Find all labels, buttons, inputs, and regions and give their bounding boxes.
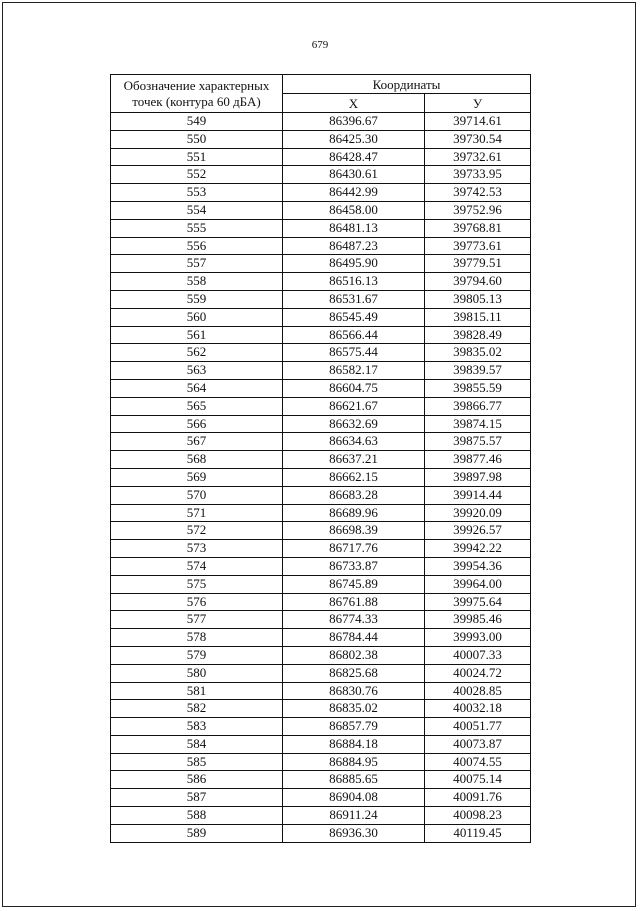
x-cell: 86575.44: [283, 344, 425, 362]
x-cell: 86621.67: [283, 397, 425, 415]
point-cell: 584: [111, 735, 283, 753]
table-row: [111, 522, 531, 540]
x-cell: 86830.76: [283, 682, 425, 700]
x-cell: 86904.08: [283, 789, 425, 807]
x-cell: 86884.18: [283, 735, 425, 753]
y-cell: 39815.11: [425, 308, 531, 326]
table-body: [111, 113, 531, 843]
y-cell: 39874.15: [425, 415, 531, 433]
point-cell: 567: [111, 433, 283, 451]
y-cell: 39742.53: [425, 184, 531, 202]
x-cell: 86632.69: [283, 415, 425, 433]
point-cell: 579: [111, 646, 283, 664]
y-cell: 39835.02: [425, 344, 531, 362]
point-cell: 572: [111, 522, 283, 540]
y-cell: 39773.61: [425, 237, 531, 255]
point-cell: 586: [111, 771, 283, 789]
table-row: [111, 237, 531, 255]
point-cell: 585: [111, 753, 283, 771]
table-row: [111, 201, 531, 219]
y-cell: 39897.98: [425, 468, 531, 486]
y-cell: 40074.55: [425, 753, 531, 771]
table-row: [111, 290, 531, 308]
point-cell: 561: [111, 326, 283, 344]
point-cell: 558: [111, 273, 283, 291]
point-cell: 550: [111, 130, 283, 148]
x-cell: 86662.15: [283, 468, 425, 486]
table-row: [111, 664, 531, 682]
x-cell: 86825.68: [283, 664, 425, 682]
x-cell: 86566.44: [283, 326, 425, 344]
table-row: [111, 113, 531, 131]
point-cell: 554: [111, 201, 283, 219]
point-cell: 564: [111, 379, 283, 397]
x-cell: 86911.24: [283, 807, 425, 825]
y-cell: 39752.96: [425, 201, 531, 219]
table-row: [111, 362, 531, 380]
x-column-header: X: [283, 94, 425, 113]
point-cell: 588: [111, 807, 283, 825]
y-cell: 39805.13: [425, 290, 531, 308]
table-row: [111, 629, 531, 647]
table-row: [111, 807, 531, 825]
y-cell: 39954.36: [425, 557, 531, 575]
y-cell: 39920.09: [425, 504, 531, 522]
table-row: [111, 379, 531, 397]
y-cell: 39732.61: [425, 148, 531, 166]
point-cell: 557: [111, 255, 283, 273]
point-designation-header: Обозначение характерных точек (контура 60 дБА): [111, 75, 283, 113]
point-cell: 568: [111, 451, 283, 469]
coordinates-header: Координаты: [283, 75, 531, 94]
table-row: [111, 557, 531, 575]
point-cell: 565: [111, 397, 283, 415]
table-row: [111, 166, 531, 184]
y-cell: 39714.61: [425, 113, 531, 131]
table-row: [111, 504, 531, 522]
point-cell: 560: [111, 308, 283, 326]
point-cell: 555: [111, 219, 283, 237]
y-cell: 40028.85: [425, 682, 531, 700]
point-cell: 589: [111, 824, 283, 842]
x-cell: 86458.00: [283, 201, 425, 219]
y-cell: 39964.00: [425, 575, 531, 593]
y-cell: 39877.46: [425, 451, 531, 469]
y-cell: 40032.18: [425, 700, 531, 718]
x-cell: 86442.99: [283, 184, 425, 202]
table-row: [111, 646, 531, 664]
point-cell: 562: [111, 344, 283, 362]
y-column-header: У: [425, 94, 531, 113]
point-cell: 553: [111, 184, 283, 202]
y-cell: 39975.64: [425, 593, 531, 611]
point-cell: 556: [111, 237, 283, 255]
x-cell: 86430.61: [283, 166, 425, 184]
x-cell: 86634.63: [283, 433, 425, 451]
y-cell: 39839.57: [425, 362, 531, 380]
x-cell: 86683.28: [283, 486, 425, 504]
table-row: [111, 789, 531, 807]
table-row: [111, 611, 531, 629]
table-row: [111, 130, 531, 148]
table-row: [111, 397, 531, 415]
x-cell: 86582.17: [283, 362, 425, 380]
point-cell: 551: [111, 148, 283, 166]
table-row: [111, 593, 531, 611]
x-cell: 86487.23: [283, 237, 425, 255]
table-row: [111, 824, 531, 842]
table-row: [111, 771, 531, 789]
y-cell: 39730.54: [425, 130, 531, 148]
table-row: [111, 415, 531, 433]
x-cell: 86885.65: [283, 771, 425, 789]
table-row: [111, 148, 531, 166]
x-cell: 86784.44: [283, 629, 425, 647]
point-cell: 575: [111, 575, 283, 593]
table-row: [111, 273, 531, 291]
point-cell: 552: [111, 166, 283, 184]
x-cell: 86857.79: [283, 718, 425, 736]
x-cell: 86425.30: [283, 130, 425, 148]
point-cell: 563: [111, 362, 283, 380]
point-cell: 576: [111, 593, 283, 611]
x-cell: 86396.67: [283, 113, 425, 131]
point-cell: 571: [111, 504, 283, 522]
table-row: [111, 451, 531, 469]
y-cell: 39855.59: [425, 379, 531, 397]
table-row: [111, 219, 531, 237]
table-row: [111, 255, 531, 273]
point-cell: 573: [111, 540, 283, 558]
x-cell: 86884.95: [283, 753, 425, 771]
y-cell: 40024.72: [425, 664, 531, 682]
y-cell: 39993.00: [425, 629, 531, 647]
point-cell: 574: [111, 557, 283, 575]
y-cell: 39875.57: [425, 433, 531, 451]
x-cell: 86689.96: [283, 504, 425, 522]
y-cell: 39942.22: [425, 540, 531, 558]
table-row: [111, 184, 531, 202]
table-row: [111, 486, 531, 504]
x-cell: 86428.47: [283, 148, 425, 166]
point-cell: 559: [111, 290, 283, 308]
y-cell: 39794.60: [425, 273, 531, 291]
table-row: [111, 700, 531, 718]
table-row: [111, 735, 531, 753]
point-cell: 587: [111, 789, 283, 807]
x-cell: 86802.38: [283, 646, 425, 664]
coordinates-table: [110, 74, 531, 843]
point-cell: 582: [111, 700, 283, 718]
point-cell: 581: [111, 682, 283, 700]
y-cell: 39828.49: [425, 326, 531, 344]
x-cell: 86495.90: [283, 255, 425, 273]
point-cell: 570: [111, 486, 283, 504]
x-cell: 86545.49: [283, 308, 425, 326]
table-row: [111, 540, 531, 558]
point-cell: 569: [111, 468, 283, 486]
point-cell: 549: [111, 113, 283, 131]
table-row: [111, 326, 531, 344]
x-cell: 86835.02: [283, 700, 425, 718]
table-row: [111, 308, 531, 326]
table-row: [111, 468, 531, 486]
x-cell: 86761.88: [283, 593, 425, 611]
point-cell: 583: [111, 718, 283, 736]
y-cell: 39733.95: [425, 166, 531, 184]
table-row: [111, 433, 531, 451]
table-row: [111, 575, 531, 593]
x-cell: 86604.75: [283, 379, 425, 397]
y-cell: 39985.46: [425, 611, 531, 629]
x-cell: 86637.21: [283, 451, 425, 469]
x-cell: 86774.33: [283, 611, 425, 629]
x-cell: 86516.13: [283, 273, 425, 291]
x-cell: 86531.67: [283, 290, 425, 308]
table-row: [111, 718, 531, 736]
y-cell: 39866.77: [425, 397, 531, 415]
y-cell: 39914.44: [425, 486, 531, 504]
y-cell: 40119.45: [425, 824, 531, 842]
y-cell: 40007.33: [425, 646, 531, 664]
y-cell: 39768.81: [425, 219, 531, 237]
y-cell: 40075.14: [425, 771, 531, 789]
y-cell: 40073.87: [425, 735, 531, 753]
point-cell: 577: [111, 611, 283, 629]
table-row: [111, 753, 531, 771]
y-cell: 40051.77: [425, 718, 531, 736]
table-row: [111, 344, 531, 362]
point-cell: 566: [111, 415, 283, 433]
page-number: 679: [311, 39, 329, 51]
point-cell: 578: [111, 629, 283, 647]
table-row: [111, 682, 531, 700]
x-cell: 86936.30: [283, 824, 425, 842]
y-cell: 40091.76: [425, 789, 531, 807]
x-cell: 86745.89: [283, 575, 425, 593]
x-cell: 86698.39: [283, 522, 425, 540]
x-cell: 86717.76: [283, 540, 425, 558]
y-cell: 39926.57: [425, 522, 531, 540]
point-cell: 580: [111, 664, 283, 682]
x-cell: 86481.13: [283, 219, 425, 237]
x-cell: 86733.87: [283, 557, 425, 575]
y-cell: 39779.51: [425, 255, 531, 273]
y-cell: 40098.23: [425, 807, 531, 825]
